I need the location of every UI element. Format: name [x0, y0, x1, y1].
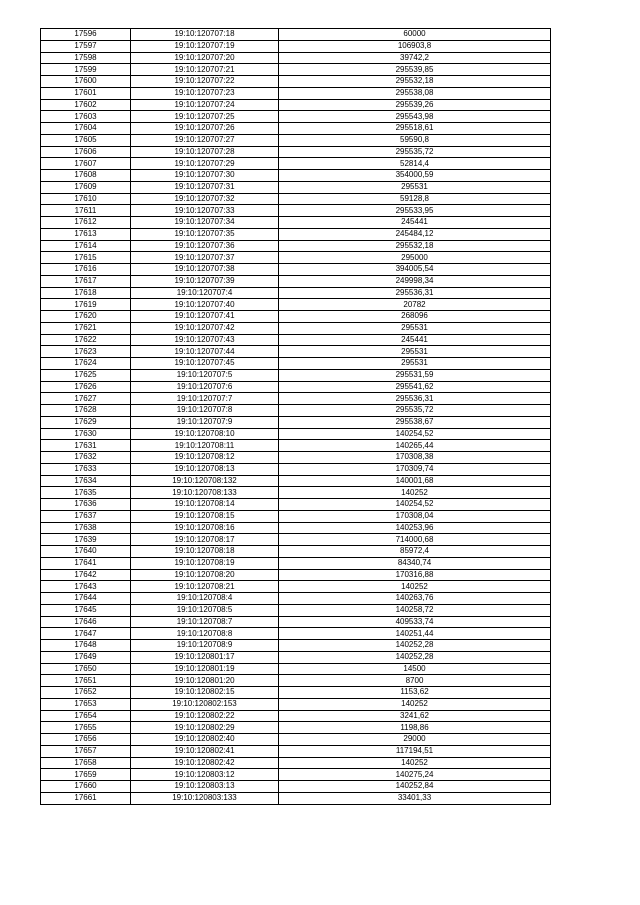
row-number-cell: 17605 [41, 134, 131, 146]
row-number-cell: 17638 [41, 522, 131, 534]
cadastral-number-cell: 19:10:120707:19 [131, 40, 279, 52]
row-number-cell: 17621 [41, 322, 131, 334]
row-number-cell: 17611 [41, 205, 131, 217]
table-row [41, 64, 551, 76]
row-number-cell: 17657 [41, 745, 131, 757]
row-number-cell: 17614 [41, 240, 131, 252]
value-cell: 245441 [279, 217, 551, 229]
table-row [41, 710, 551, 722]
value-cell: 268096 [279, 311, 551, 323]
table-row [41, 311, 551, 323]
cadastral-number-cell: 19:10:120707:27 [131, 134, 279, 146]
cadastral-number-cell: 19:10:120708:4 [131, 593, 279, 605]
row-number-cell: 17626 [41, 381, 131, 393]
value-cell: 3241,62 [279, 710, 551, 722]
row-number-cell: 17604 [41, 123, 131, 135]
row-number-cell: 17620 [41, 311, 131, 323]
table-row [41, 593, 551, 605]
row-number-cell: 17625 [41, 369, 131, 381]
row-number-cell: 17618 [41, 287, 131, 299]
value-cell: 714000,68 [279, 534, 551, 546]
value-cell: 140252,28 [279, 651, 551, 663]
cadastral-number-cell: 19:10:120708:132 [131, 475, 279, 487]
value-cell: 295538,08 [279, 87, 551, 99]
value-cell: 8700 [279, 675, 551, 687]
value-cell: 1153,62 [279, 687, 551, 699]
row-number-cell: 17636 [41, 499, 131, 511]
row-number-cell: 17623 [41, 346, 131, 358]
cadastral-number-cell: 19:10:120708:9 [131, 640, 279, 652]
cadastral-number-cell: 19:10:120708:8 [131, 628, 279, 640]
value-cell: 170309,74 [279, 463, 551, 475]
value-cell: 295538,67 [279, 416, 551, 428]
table-row [41, 463, 551, 475]
row-number-cell: 17613 [41, 228, 131, 240]
value-cell: 295532,18 [279, 240, 551, 252]
table-row [41, 87, 551, 99]
cadastral-number-cell: 19:10:120707:25 [131, 111, 279, 123]
value-cell: 20782 [279, 299, 551, 311]
value-cell: 140275,24 [279, 769, 551, 781]
cadastral-number-cell: 19:10:120707:38 [131, 264, 279, 276]
row-number-cell: 17617 [41, 275, 131, 287]
cadastral-number-cell: 19:10:120802:15 [131, 687, 279, 699]
row-number-cell: 17634 [41, 475, 131, 487]
table-row [41, 181, 551, 193]
value-cell: 295531 [279, 322, 551, 334]
table-row [41, 792, 551, 804]
value-cell: 140254,52 [279, 499, 551, 511]
table-row [41, 534, 551, 546]
cadastral-number-cell: 19:10:120707:37 [131, 252, 279, 264]
value-cell: 140252 [279, 581, 551, 593]
table-row [41, 322, 551, 334]
value-cell: 394005,54 [279, 264, 551, 276]
row-number-cell: 17597 [41, 40, 131, 52]
table-body [41, 29, 551, 805]
table-row [41, 346, 551, 358]
cadastral-number-cell: 19:10:120707:7 [131, 393, 279, 405]
table-row [41, 557, 551, 569]
row-number-cell: 17600 [41, 76, 131, 88]
row-number-cell: 17643 [41, 581, 131, 593]
cadastral-number-cell: 19:10:120708:17 [131, 534, 279, 546]
row-number-cell: 17629 [41, 416, 131, 428]
data-table [40, 28, 551, 805]
row-number-cell: 17616 [41, 264, 131, 276]
value-cell: 1198,86 [279, 722, 551, 734]
row-number-cell: 17599 [41, 64, 131, 76]
row-number-cell: 17658 [41, 757, 131, 769]
table-row [41, 29, 551, 41]
row-number-cell: 17648 [41, 640, 131, 652]
table-row [41, 76, 551, 88]
value-cell: 60000 [279, 29, 551, 41]
table-row [41, 217, 551, 229]
row-number-cell: 17635 [41, 487, 131, 499]
table-row [41, 604, 551, 616]
cadastral-number-cell: 19:10:120708:13 [131, 463, 279, 475]
row-number-cell: 17649 [41, 651, 131, 663]
table-row [41, 475, 551, 487]
cadastral-number-cell: 19:10:120803:13 [131, 781, 279, 793]
table-row [41, 675, 551, 687]
value-cell: 295531 [279, 346, 551, 358]
value-cell: 295531 [279, 358, 551, 370]
cadastral-number-cell: 19:10:120707:22 [131, 76, 279, 88]
table-row [41, 405, 551, 417]
table-row [41, 522, 551, 534]
table-row [41, 393, 551, 405]
row-number-cell: 17609 [41, 181, 131, 193]
table-row [41, 381, 551, 393]
cadastral-number-cell: 19:10:120707:41 [131, 311, 279, 323]
table-row [41, 510, 551, 522]
cadastral-number-cell: 19:10:120801:20 [131, 675, 279, 687]
cadastral-number-cell: 19:10:120707:24 [131, 99, 279, 111]
table-row [41, 123, 551, 135]
table-row [41, 264, 551, 276]
row-number-cell: 17607 [41, 158, 131, 170]
table-row [41, 487, 551, 499]
value-cell: 39742,2 [279, 52, 551, 64]
row-number-cell: 17653 [41, 698, 131, 710]
row-number-cell: 17655 [41, 722, 131, 734]
table-row [41, 334, 551, 346]
cadastral-number-cell: 19:10:120707:30 [131, 170, 279, 182]
cadastral-number-cell: 19:10:120708:12 [131, 452, 279, 464]
table-row [41, 252, 551, 264]
table-row [41, 499, 551, 511]
value-cell: 140251,44 [279, 628, 551, 640]
table-row [41, 546, 551, 558]
value-cell: 295535,72 [279, 146, 551, 158]
cadastral-number-cell: 19:10:120707:20 [131, 52, 279, 64]
value-cell: 33401,33 [279, 792, 551, 804]
value-cell: 170316,88 [279, 569, 551, 581]
table-row [41, 651, 551, 663]
table-row [41, 111, 551, 123]
table-row [41, 416, 551, 428]
row-number-cell: 17628 [41, 405, 131, 417]
cadastral-number-cell: 19:10:120803:133 [131, 792, 279, 804]
table-row [41, 287, 551, 299]
cadastral-number-cell: 19:10:120707:34 [131, 217, 279, 229]
cadastral-number-cell: 19:10:120801:17 [131, 651, 279, 663]
table-row [41, 193, 551, 205]
cadastral-number-cell: 19:10:120708:20 [131, 569, 279, 581]
value-cell: 140252 [279, 757, 551, 769]
table-row [41, 170, 551, 182]
value-cell: 295000 [279, 252, 551, 264]
value-cell: 29000 [279, 734, 551, 746]
table-row [41, 640, 551, 652]
cadastral-number-cell: 19:10:120801:19 [131, 663, 279, 675]
value-cell: 295543,98 [279, 111, 551, 123]
row-number-cell: 17641 [41, 557, 131, 569]
cadastral-number-cell: 19:10:120707:33 [131, 205, 279, 217]
cadastral-number-cell: 19:10:120707:39 [131, 275, 279, 287]
table-row [41, 734, 551, 746]
row-number-cell: 17639 [41, 534, 131, 546]
value-cell: 140253,96 [279, 522, 551, 534]
cadastral-number-cell: 19:10:120707:40 [131, 299, 279, 311]
value-cell: 140252,84 [279, 781, 551, 793]
cadastral-number-cell: 19:10:120802:22 [131, 710, 279, 722]
row-number-cell: 17656 [41, 734, 131, 746]
cadastral-number-cell: 19:10:120707:21 [131, 64, 279, 76]
cadastral-number-cell: 19:10:120707:29 [131, 158, 279, 170]
table-row [41, 569, 551, 581]
value-cell: 140265,44 [279, 440, 551, 452]
row-number-cell: 17632 [41, 452, 131, 464]
cadastral-number-cell: 19:10:120802:42 [131, 757, 279, 769]
cadastral-number-cell: 19:10:120707:43 [131, 334, 279, 346]
row-number-cell: 17596 [41, 29, 131, 41]
row-number-cell: 17619 [41, 299, 131, 311]
cadastral-number-cell: 19:10:120708:21 [131, 581, 279, 593]
table-row [41, 616, 551, 628]
row-number-cell: 17624 [41, 358, 131, 370]
row-number-cell: 17644 [41, 593, 131, 605]
row-number-cell: 17612 [41, 217, 131, 229]
row-number-cell: 17598 [41, 52, 131, 64]
row-number-cell: 17650 [41, 663, 131, 675]
value-cell: 295541,62 [279, 381, 551, 393]
table-row [41, 440, 551, 452]
value-cell: 117194,51 [279, 745, 551, 757]
table-row [41, 757, 551, 769]
value-cell: 295536,31 [279, 287, 551, 299]
value-cell: 106903,8 [279, 40, 551, 52]
value-cell: 295539,85 [279, 64, 551, 76]
table-row [41, 40, 551, 52]
row-number-cell: 17660 [41, 781, 131, 793]
cadastral-number-cell: 19:10:120802:41 [131, 745, 279, 757]
table-row [41, 663, 551, 675]
table-row [41, 581, 551, 593]
value-cell: 140252 [279, 698, 551, 710]
cadastral-number-cell: 19:10:120708:14 [131, 499, 279, 511]
row-number-cell: 17646 [41, 616, 131, 628]
cadastral-number-cell: 19:10:120707:9 [131, 416, 279, 428]
value-cell: 295533,95 [279, 205, 551, 217]
value-cell: 59128,8 [279, 193, 551, 205]
cadastral-number-cell: 19:10:120707:26 [131, 123, 279, 135]
cadastral-number-cell: 19:10:120708:18 [131, 546, 279, 558]
cadastral-number-cell: 19:10:120802:153 [131, 698, 279, 710]
table-row [41, 240, 551, 252]
row-number-cell: 17622 [41, 334, 131, 346]
cadastral-number-cell: 19:10:120707:23 [131, 87, 279, 99]
row-number-cell: 17651 [41, 675, 131, 687]
cadastral-number-cell: 19:10:120708:11 [131, 440, 279, 452]
row-number-cell: 17640 [41, 546, 131, 558]
value-cell: 85972,4 [279, 546, 551, 558]
cadastral-number-cell: 19:10:120707:44 [131, 346, 279, 358]
cadastral-number-cell: 19:10:120707:5 [131, 369, 279, 381]
cadastral-number-cell: 19:10:120802:40 [131, 734, 279, 746]
table-row [41, 134, 551, 146]
row-number-cell: 17631 [41, 440, 131, 452]
cadastral-number-cell: 19:10:120707:28 [131, 146, 279, 158]
value-cell: 140252,28 [279, 640, 551, 652]
cadastral-number-cell: 19:10:120707:31 [131, 181, 279, 193]
table-row [41, 228, 551, 240]
value-cell: 249998,34 [279, 275, 551, 287]
table-row [41, 205, 551, 217]
row-number-cell: 17601 [41, 87, 131, 99]
table-row [41, 722, 551, 734]
cadastral-number-cell: 19:10:120707:45 [131, 358, 279, 370]
row-number-cell: 17627 [41, 393, 131, 405]
table-row [41, 769, 551, 781]
table-row [41, 146, 551, 158]
row-number-cell: 17633 [41, 463, 131, 475]
row-number-cell: 17610 [41, 193, 131, 205]
value-cell: 170308,38 [279, 452, 551, 464]
cadastral-number-cell: 19:10:120707:35 [131, 228, 279, 240]
row-number-cell: 17606 [41, 146, 131, 158]
table-row [41, 745, 551, 757]
row-number-cell: 17652 [41, 687, 131, 699]
value-cell: 140258,72 [279, 604, 551, 616]
table-row [41, 452, 551, 464]
table-row [41, 781, 551, 793]
cadastral-number-cell: 19:10:120803:12 [131, 769, 279, 781]
table-row [41, 428, 551, 440]
cadastral-number-cell: 19:10:120707:32 [131, 193, 279, 205]
cadastral-number-cell: 19:10:120708:19 [131, 557, 279, 569]
value-cell: 295535,72 [279, 405, 551, 417]
table-row [41, 628, 551, 640]
value-cell: 295539,26 [279, 99, 551, 111]
row-number-cell: 17659 [41, 769, 131, 781]
cadastral-number-cell: 19:10:120707:6 [131, 381, 279, 393]
cadastral-number-cell: 19:10:120708:5 [131, 604, 279, 616]
row-number-cell: 17637 [41, 510, 131, 522]
value-cell: 295536,31 [279, 393, 551, 405]
value-cell: 84340,74 [279, 557, 551, 569]
value-cell: 140252 [279, 487, 551, 499]
cadastral-number-cell: 19:10:120708:7 [131, 616, 279, 628]
cadastral-number-cell: 19:10:120707:4 [131, 287, 279, 299]
value-cell: 14500 [279, 663, 551, 675]
table-row [41, 275, 551, 287]
table-row [41, 358, 551, 370]
cadastral-number-cell: 19:10:120708:16 [131, 522, 279, 534]
row-number-cell: 17661 [41, 792, 131, 804]
cadastral-number-cell: 19:10:120707:8 [131, 405, 279, 417]
value-cell: 140254,52 [279, 428, 551, 440]
cadastral-number-cell: 19:10:120708:10 [131, 428, 279, 440]
value-cell: 140001,68 [279, 475, 551, 487]
row-number-cell: 17645 [41, 604, 131, 616]
value-cell: 59590,8 [279, 134, 551, 146]
table-row [41, 299, 551, 311]
value-cell: 170308,04 [279, 510, 551, 522]
row-number-cell: 17608 [41, 170, 131, 182]
row-number-cell: 17654 [41, 710, 131, 722]
cadastral-number-cell: 19:10:120707:18 [131, 29, 279, 41]
row-number-cell: 17647 [41, 628, 131, 640]
row-number-cell: 17615 [41, 252, 131, 264]
value-cell: 245441 [279, 334, 551, 346]
value-cell: 295531,59 [279, 369, 551, 381]
value-cell: 245484,12 [279, 228, 551, 240]
table-row [41, 698, 551, 710]
row-number-cell: 17603 [41, 111, 131, 123]
value-cell: 295532,18 [279, 76, 551, 88]
value-cell: 354000,59 [279, 170, 551, 182]
cadastral-number-cell: 19:10:120802:29 [131, 722, 279, 734]
value-cell: 295531 [279, 181, 551, 193]
value-cell: 409533,74 [279, 616, 551, 628]
table-row [41, 52, 551, 64]
table-row [41, 99, 551, 111]
row-number-cell: 17642 [41, 569, 131, 581]
cadastral-number-cell: 19:10:120707:36 [131, 240, 279, 252]
cadastral-number-cell: 19:10:120708:133 [131, 487, 279, 499]
table-row [41, 687, 551, 699]
table-row [41, 158, 551, 170]
value-cell: 52814,4 [279, 158, 551, 170]
value-cell: 295518,61 [279, 123, 551, 135]
row-number-cell: 17602 [41, 99, 131, 111]
cadastral-number-cell: 19:10:120707:42 [131, 322, 279, 334]
table-row [41, 369, 551, 381]
row-number-cell: 17630 [41, 428, 131, 440]
value-cell: 140263,76 [279, 593, 551, 605]
cadastral-number-cell: 19:10:120708:15 [131, 510, 279, 522]
